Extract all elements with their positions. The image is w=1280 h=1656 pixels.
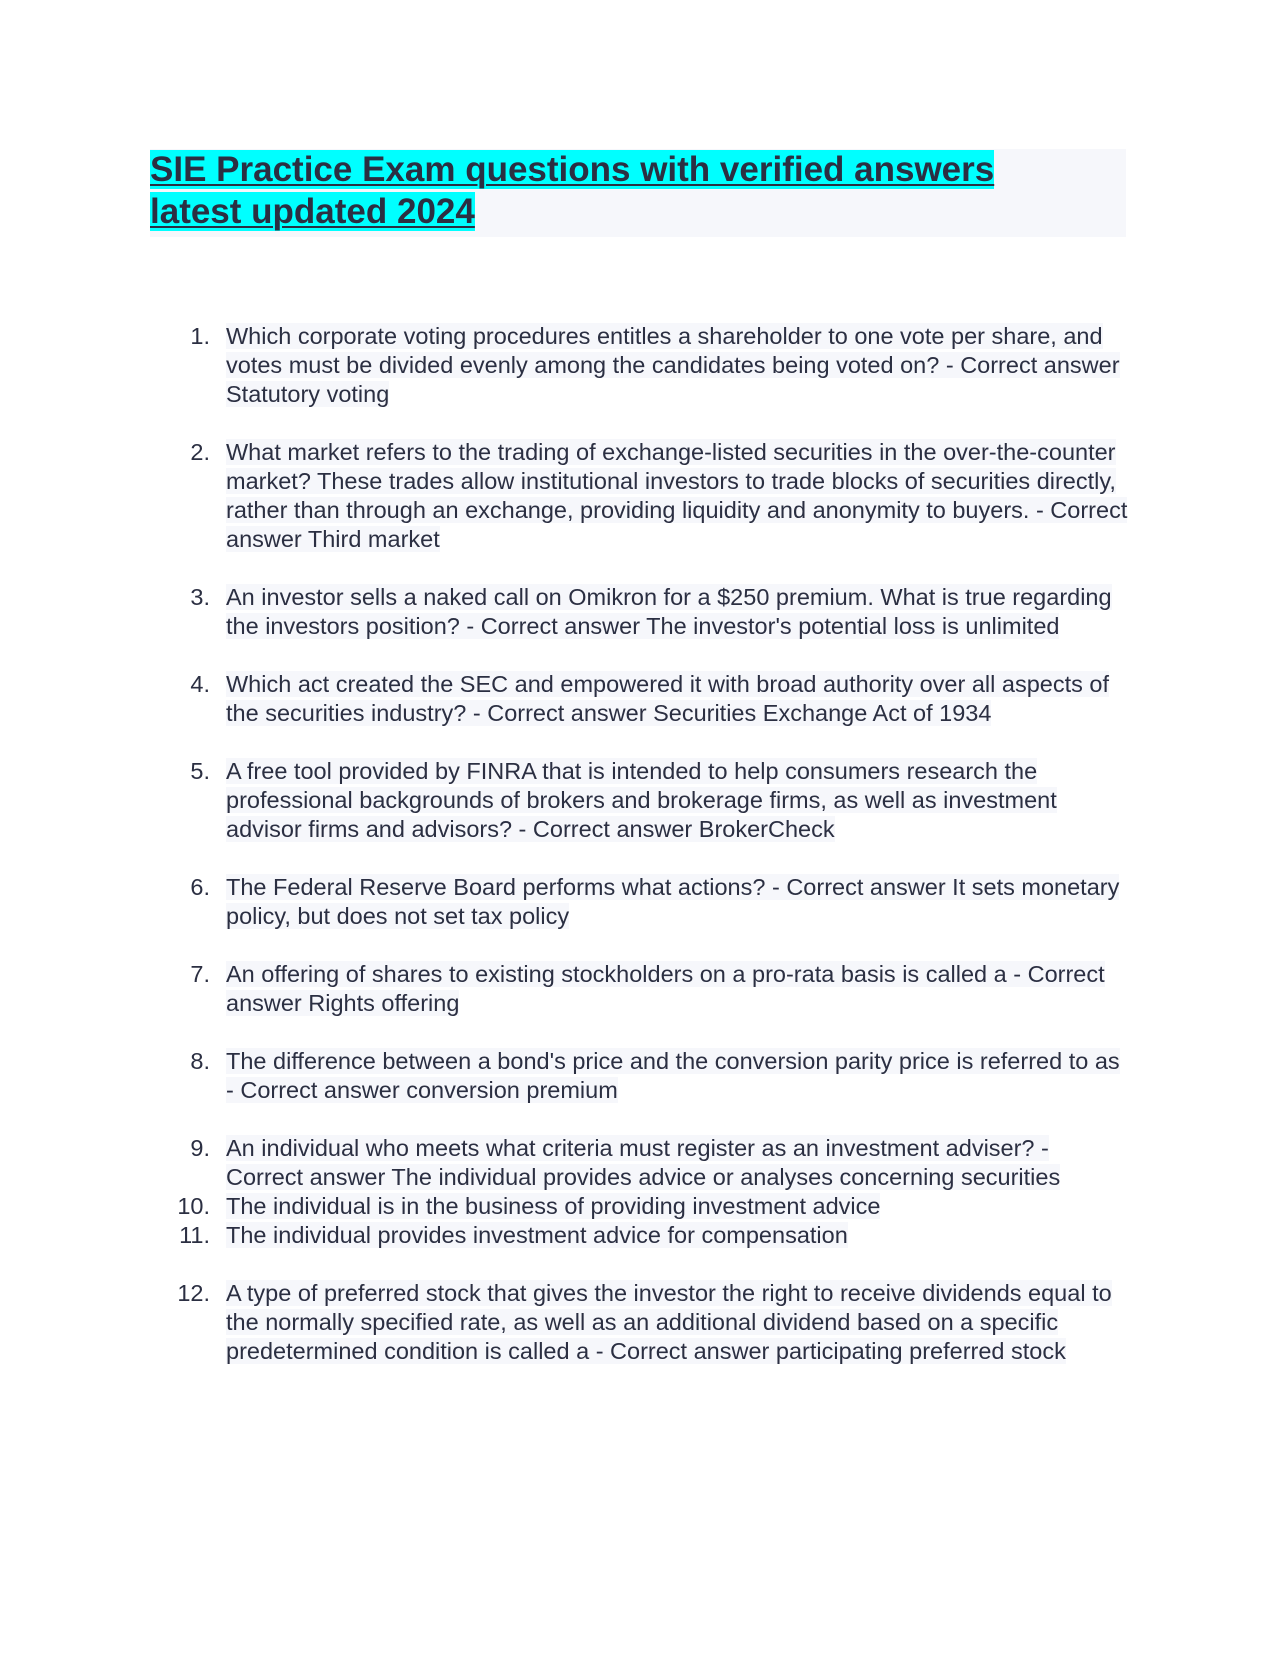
item-number: 1.	[190, 323, 210, 349]
question-item-11	[150, 1221, 1130, 1250]
item-text: The individual is in the business of providing investment advice	[226, 1193, 881, 1219]
item-text: An individual who meets what criteria must register as an investment adviser? - Correct answer The individual provides advice or analyses concerning securities	[226, 1135, 1061, 1190]
item-text: What market refers to the trading of exchange-listed securities in the over-the-counter market? These trades allow institutional investors to trade blocks of securities directly, rather than through an exchange, providing liquidity and anonymity to buyers. - Correct answer Third market	[226, 439, 1128, 552]
title-block	[150, 149, 1126, 237]
item-text: The difference between a bond's price and the conversion parity price is referred to as - Correct answer conversion premium	[226, 1048, 1120, 1103]
item-number: 4.	[190, 671, 210, 697]
question-item-8	[150, 1047, 1130, 1105]
question-item-3	[150, 583, 1130, 641]
item-text: The individual provides investment advice for compensation	[226, 1222, 848, 1248]
item-number: 6.	[190, 874, 210, 900]
title-line-2: latest updated 2024	[150, 192, 475, 231]
item-number: 2.	[190, 439, 210, 465]
item-text: The Federal Reserve Board performs what actions? - Correct answer It sets monetary policy, but does not set tax policy	[226, 874, 1120, 929]
question-item-7	[150, 960, 1130, 1018]
question-item-1	[150, 322, 1130, 409]
item-number: 5.	[190, 758, 210, 784]
item-number: 8.	[190, 1048, 210, 1074]
item-text: An investor sells a naked call on Omikron for a $250 premium. What is true regarding the investors position? - Correct answer The investor's potential loss is unlimited	[226, 584, 1112, 639]
question-item-9	[150, 1134, 1130, 1192]
item-text: A type of preferred stock that gives the investor the right to receive dividends equal to the normally specified rate, as well as an additional dividend based on a specific predetermined condition is called a - Correct answer participating preferred stock	[226, 1280, 1112, 1364]
question-item-4	[150, 670, 1130, 728]
item-number: 11.	[179, 1222, 210, 1248]
item-text: Which act created the SEC and empowered it with broad authority over all aspects of the securities industry? - Correct answer Securities Exchange Act of 1934	[226, 671, 1110, 726]
item-number: 12.	[177, 1280, 210, 1306]
item-number: 10.	[177, 1193, 210, 1219]
item-text: An offering of shares to existing stockholders on a pro-rata basis is called a - Correct answer Rights offering	[226, 961, 1105, 1016]
item-number: 9.	[190, 1135, 210, 1161]
item-text: A free tool provided by FINRA that is intended to help consumers research the professional backgrounds of brokers and brokerage firms, as well as investment advisor firms and advisors? - Correct answer BrokerCheck	[226, 758, 1057, 842]
question-item-12	[150, 1279, 1130, 1366]
item-text: Which corporate voting procedures entitles a shareholder to one vote per share, and votes must be divided evenly among the candidates being voted on? - Correct answer Statutory voting	[226, 323, 1120, 407]
question-item-5	[150, 757, 1130, 844]
question-list	[150, 322, 1130, 1366]
title-line-1: SIE Practice Exam questions with verified answers	[150, 150, 995, 189]
page-title	[150, 149, 1126, 233]
question-item-2	[150, 438, 1130, 554]
item-number: 7.	[190, 961, 210, 987]
question-item-6	[150, 873, 1130, 931]
item-number: 3.	[190, 584, 210, 610]
question-item-10	[150, 1192, 1130, 1221]
